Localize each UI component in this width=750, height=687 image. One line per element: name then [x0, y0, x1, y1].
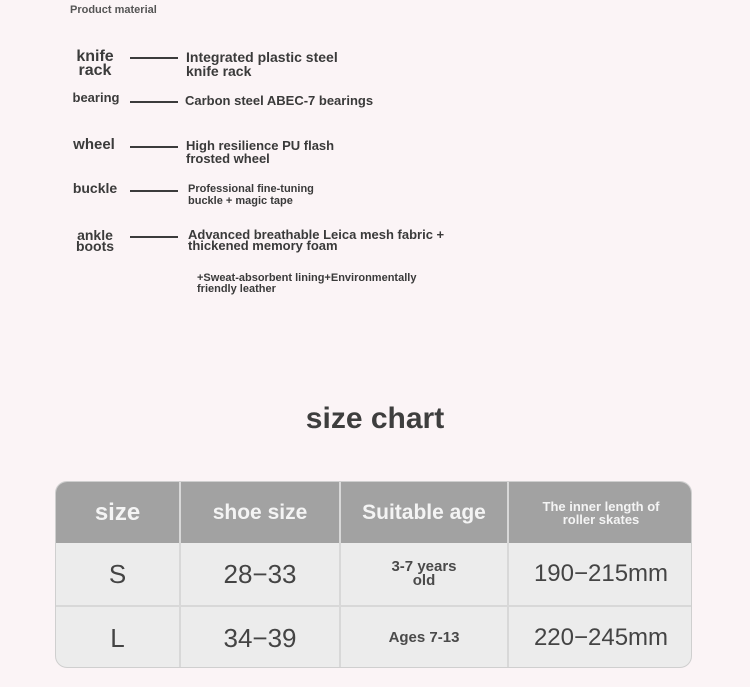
material-dash: [130, 236, 178, 238]
material-label-buckle: buckle: [72, 180, 118, 196]
cell-length-s: 190−215mm: [533, 560, 669, 587]
cell-length-l: 220−245mm: [533, 624, 669, 651]
material-desc-wheel: High resilience PU flash frosted wheel: [186, 138, 335, 166]
header-shoe-size: shoe size: [212, 501, 308, 524]
material-dash: [130, 57, 178, 59]
header-inner-length: The inner length of roller skates: [542, 498, 660, 527]
material-desc-bearing: Carbon steel ABEC-7 bearings: [185, 93, 374, 108]
material-desc-ankle-boots: Advanced breathable Leica mesh fabric + thickened memory foam: [188, 227, 445, 253]
material-dash: [130, 190, 178, 192]
size-table: [55, 481, 692, 668]
cell-size-s: S: [108, 558, 127, 589]
material-label-bearing: bearing: [72, 90, 120, 105]
cell-age-l: Ages 7-13: [388, 629, 460, 646]
material-label-knife-rack: knife rack: [76, 48, 114, 79]
material-desc-knife-rack: Integrated plastic steel knife rack: [186, 49, 338, 79]
size-chart-title: size chart: [305, 402, 445, 435]
product-material-heading: Product material: [70, 4, 157, 16]
material-desc-buckle: Professional fine-tuning buckle + magic tape: [188, 183, 314, 207]
cell-shoe-size-s: 28−33: [223, 558, 297, 589]
material-dash: [130, 101, 178, 103]
material-extra-note: +Sweat-absorbent lining+Environmentally friendly leather: [197, 272, 417, 295]
cell-shoe-size-l: 34−39: [223, 622, 297, 653]
material-dash: [130, 146, 178, 148]
cell-age-s: 3-7 years old: [391, 558, 457, 589]
header-suitable-age: Suitable age: [362, 501, 486, 524]
material-label-ankle-boots: ankle boots: [75, 227, 115, 254]
header-size: size: [94, 498, 141, 526]
material-label-wheel: wheel: [73, 136, 115, 153]
cell-size-l: L: [110, 622, 125, 653]
